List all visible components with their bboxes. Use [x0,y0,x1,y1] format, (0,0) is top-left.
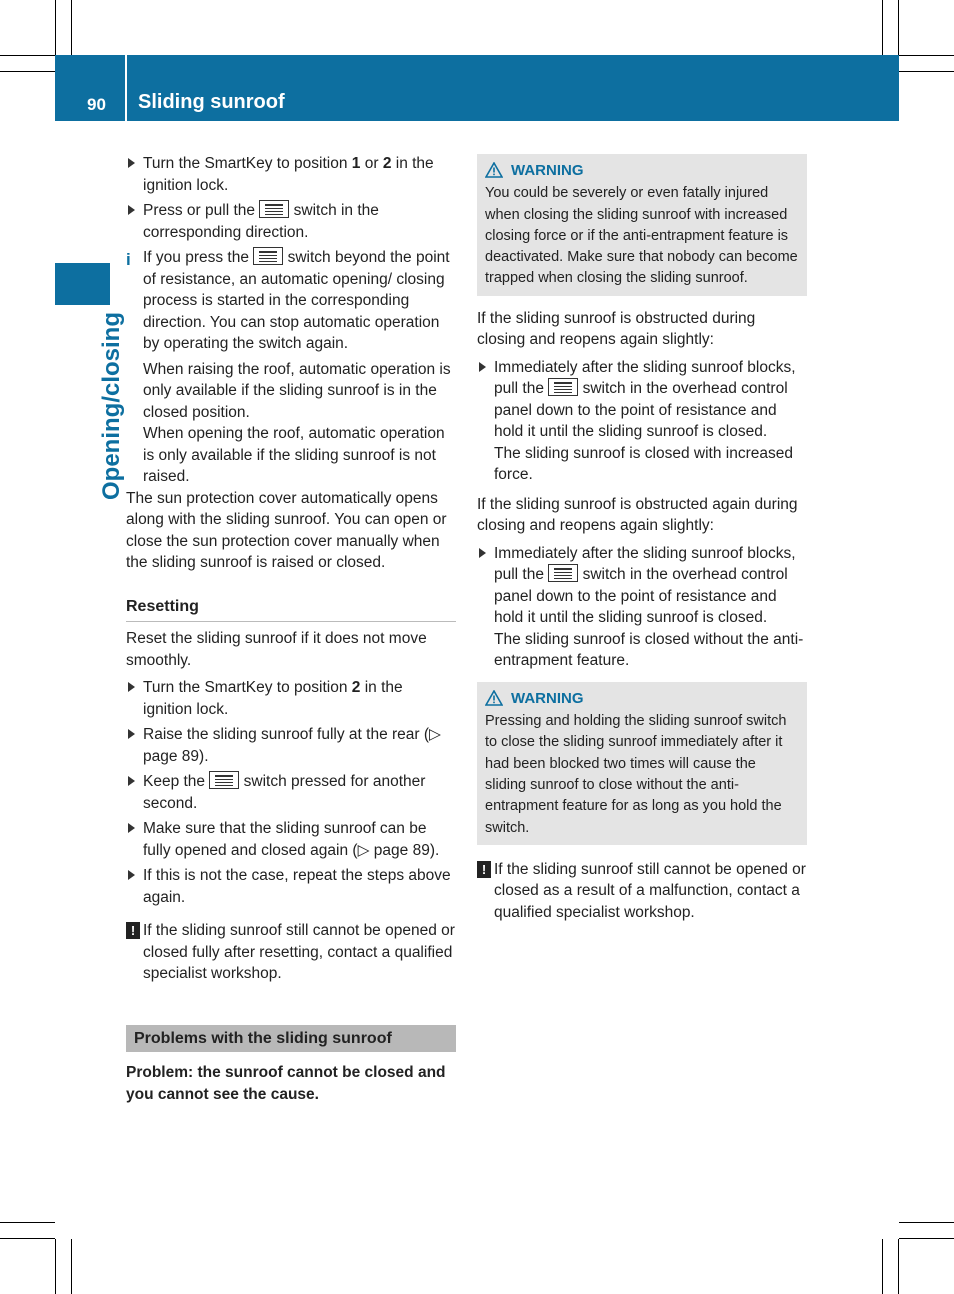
sunroof-switch-icon [259,200,289,218]
page-title: Sliding sunroof [138,91,285,113]
crop-mark [0,1238,55,1239]
warning-box [477,154,807,296]
crop-mark [898,0,899,55]
caution-note: ! If the sliding sunroof still cannot be opened or closed fully after resetting, contact a qualified specialist workshop. [126,920,456,985]
crop-mark [898,1239,899,1294]
info-icon: i [126,250,131,269]
crop-mark [71,1239,72,1294]
crop-mark [0,1222,55,1223]
step-item: Make sure that the sliding sunroof can be fully opened and closed again (▷ page 89). [126,818,456,861]
step-item: Keep the switch pressed for another second. [126,771,456,814]
step-arrow-icon [479,548,486,558]
sunroof-switch-icon [548,564,578,582]
page-header [55,55,899,121]
crop-mark [899,71,954,72]
warning-triangle-icon [485,690,503,706]
warning-text: Pressing and holding the sliding sunroof switch to close the sliding sunroof immediately after it had been blocked two times will cause the sliding sunroof to close without the anti-entrapment feature for as long as you hold the switch. [485,713,787,836]
problem-title: Problem: the sunroof cannot be closed and you cannot see the cause. [126,1064,446,1103]
step-arrow-icon [128,729,135,739]
step-item: Raise the sliding sunroof fully at the rear (▷ page 89). [126,724,456,767]
step-item: If this is not the case, repeat the steps above again. [126,865,456,908]
page-number: 90 [87,95,106,114]
crop-mark [0,71,55,72]
sunroof-switch-icon [548,378,578,396]
info-note-text: When opening the roof, automatic operation is only available if the sliding sunroof is not raised. [143,425,445,485]
step-result: The sliding sunroof is closed with increased force. [494,444,793,484]
info-note-text: When raising the roof, automatic operation is only available if the sliding sunroof is in the closed position. [143,360,451,421]
crop-mark [71,0,72,55]
crop-mark [899,1222,954,1223]
section-heading: Resetting [126,596,456,623]
paragraph: If the sliding sunroof is obstructed during closing and reopens again slightly: [477,309,756,349]
sunroof-switch-icon [253,247,283,265]
section-bar-problems: Problems with the sliding sunroof [126,1025,456,1053]
crop-mark [899,55,954,56]
crop-mark [0,55,55,56]
caution-note: ! If the sliding sunroof still cannot be opened or closed as a result of a malfunction, contact a qualified specialist workshop. [477,859,807,924]
paragraph: Reset the sliding sunroof if it does not move smoothly. [126,630,427,669]
crop-mark [55,0,56,55]
step-item: Turn the SmartKey to position 1 or 2 in the ignition lock. [126,153,456,196]
step-arrow-icon [128,158,135,168]
step-arrow-icon [128,682,135,692]
crop-mark [882,0,883,55]
exclamation-icon: ! [126,922,140,939]
warning-title: WARNING [511,689,584,707]
step-item: Turn the SmartKey to position 2 in the ignition lock. [126,677,456,720]
step-arrow-icon [128,823,135,833]
crop-mark [55,1239,56,1294]
crop-mark [899,1238,954,1239]
step-item: Immediately after the sliding sunroof blocks, pull the switch in the overhead control panel down to the point of resistance and hold it until the sliding sunroof is closed. The sliding sunroof is closed with increased force. [477,357,807,486]
warning-box [477,682,807,845]
step-arrow-icon [479,362,486,372]
info-note: i If you press the switch beyond the point of resistance, an automatic opening/ closing process is started in the corresponding direction. You can stop automatic operation by operating the switch again. [126,249,450,352]
side-tab-label: Opening/closing [98,311,125,500]
warning-title: WARNING [511,162,584,179]
step-arrow-icon [128,776,135,786]
crop-mark [882,1239,883,1294]
step-item: Immediately after the sliding sunroof blocks, pull the switch in the overhead control panel down to the point of resistance and hold it until the sliding sunroof is closed. The sliding sunroof is closed without the anti-entrapment feature. [477,543,807,672]
sunroof-switch-icon [209,771,239,789]
step-arrow-icon [128,205,135,215]
left-column [126,153,456,1105]
right-column [477,154,807,927]
exclamation-icon: ! [477,861,491,878]
step-item: Press or pull the switch in the corresponding direction. [126,200,456,243]
paragraph: If the sliding sunroof is obstructed again during closing and reopens again slightly: [477,495,798,535]
step-arrow-icon [128,870,135,880]
step-result: The sliding sunroof is closed without the anti-entrapment feature. [494,630,804,670]
warning-text: You could be severely or even fatally injured when closing the sliding sunroof with increased closing force or if the anti-entrapment feature is deactivated. Make sure that nobody can become trapped when closing the sliding sunroof. [485,185,798,287]
warning-triangle-icon [485,162,503,178]
paragraph: The sun protection cover automatically opens along with the sliding sunroof. You can open or close the sun protection cover manually when the sliding sunroof is raised or closed. [126,489,447,571]
